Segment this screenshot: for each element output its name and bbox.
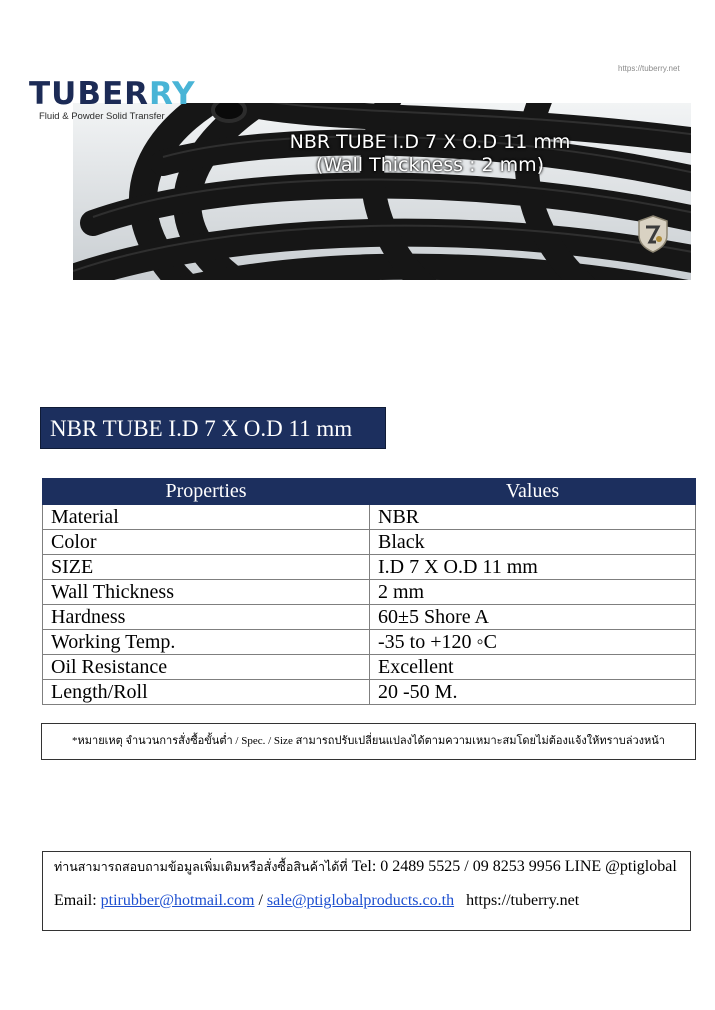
banner-title — [260, 131, 600, 177]
logo-word-accent: RY — [149, 76, 196, 112]
email-label: Email: — [54, 892, 101, 909]
tube-coil-illustration — [73, 103, 691, 280]
banner-title-line2: (Wall Thickness : 2 mm) — [315, 154, 545, 176]
value-cell: NBR — [370, 505, 696, 530]
header-values: Values — [370, 479, 696, 505]
value-cell: 60±5 Shore A — [370, 605, 696, 630]
property-cell: Working Temp. — [43, 630, 370, 655]
email-link-sale[interactable]: sale@ptiglobalproducts.co.th — [266, 892, 455, 909]
property-cell: Wall Thickness — [43, 580, 370, 605]
table-row — [43, 655, 696, 680]
header-properties: Properties — [43, 479, 370, 505]
banner-image — [73, 103, 691, 280]
product-title: NBR TUBE I.D 7 X O.D 11 mm — [40, 407, 386, 449]
value-cell: 20 -50 M. — [370, 680, 696, 705]
property-cell: Color — [43, 530, 370, 555]
property-cell: Length/Roll — [43, 680, 370, 705]
table-row — [43, 555, 696, 580]
contact-thai-prefix: ท่านสามารถสอบถามข้อมูลเพิ่มเติมหรือสั่งซื้อสินค้าได้ที่ — [54, 860, 348, 874]
contact-box — [42, 851, 691, 931]
value-cell: I.D 7 X O.D 11 mm — [370, 555, 696, 580]
property-cell: Oil Resistance — [43, 655, 370, 680]
logo-tagline: Fluid & Powder Solid Transfer — [39, 111, 165, 122]
value-cell: Black — [370, 530, 696, 555]
table-row — [43, 580, 696, 605]
email-link-ptirubber[interactable]: ptirubber@hotmail.com — [100, 892, 255, 909]
banner-title-line1: NBR TUBE I.D 7 X O.D 11 mm — [289, 131, 571, 153]
shield-badge-icon — [637, 215, 669, 253]
website-text: https://tuberry.net — [466, 892, 580, 909]
property-cell: Hardness — [43, 605, 370, 630]
value-cell: Excellent — [370, 655, 696, 680]
contact-phone: Tel: 0 2489 5525 / 09 8253 9956 LINE @ptiglobal — [347, 858, 677, 875]
top-url: https://tuberry.net — [618, 64, 680, 73]
tuberry-logo — [29, 76, 209, 126]
value-cell: 2 mm — [370, 580, 696, 605]
property-cell: SIZE — [43, 555, 370, 580]
value-cell: -35 to +120 ◦C — [370, 630, 696, 655]
email-separator: / — [254, 892, 267, 909]
spec-table-header-row — [43, 479, 696, 505]
logo-word-main: TUBER — [29, 76, 149, 112]
table-row — [43, 630, 696, 655]
contact-email-line — [54, 892, 579, 910]
table-row — [43, 605, 696, 630]
table-row — [43, 505, 696, 530]
table-row — [43, 530, 696, 555]
contact-phone-line — [54, 857, 677, 877]
table-row — [43, 680, 696, 705]
logo-wordmark — [29, 76, 196, 112]
property-cell: Material — [43, 505, 370, 530]
disclaimer-note: *หมายเหตุ จำนวนการสั่งซื้อขั้นต่ำ / Spec. / Size สามารถปรับเปลี่ยนแปลงได้ตามความเหมาะสมโดยไม่ต้องแจ้งให้ทราบล่วงหน้า — [41, 723, 696, 760]
spec-table — [42, 478, 696, 705]
